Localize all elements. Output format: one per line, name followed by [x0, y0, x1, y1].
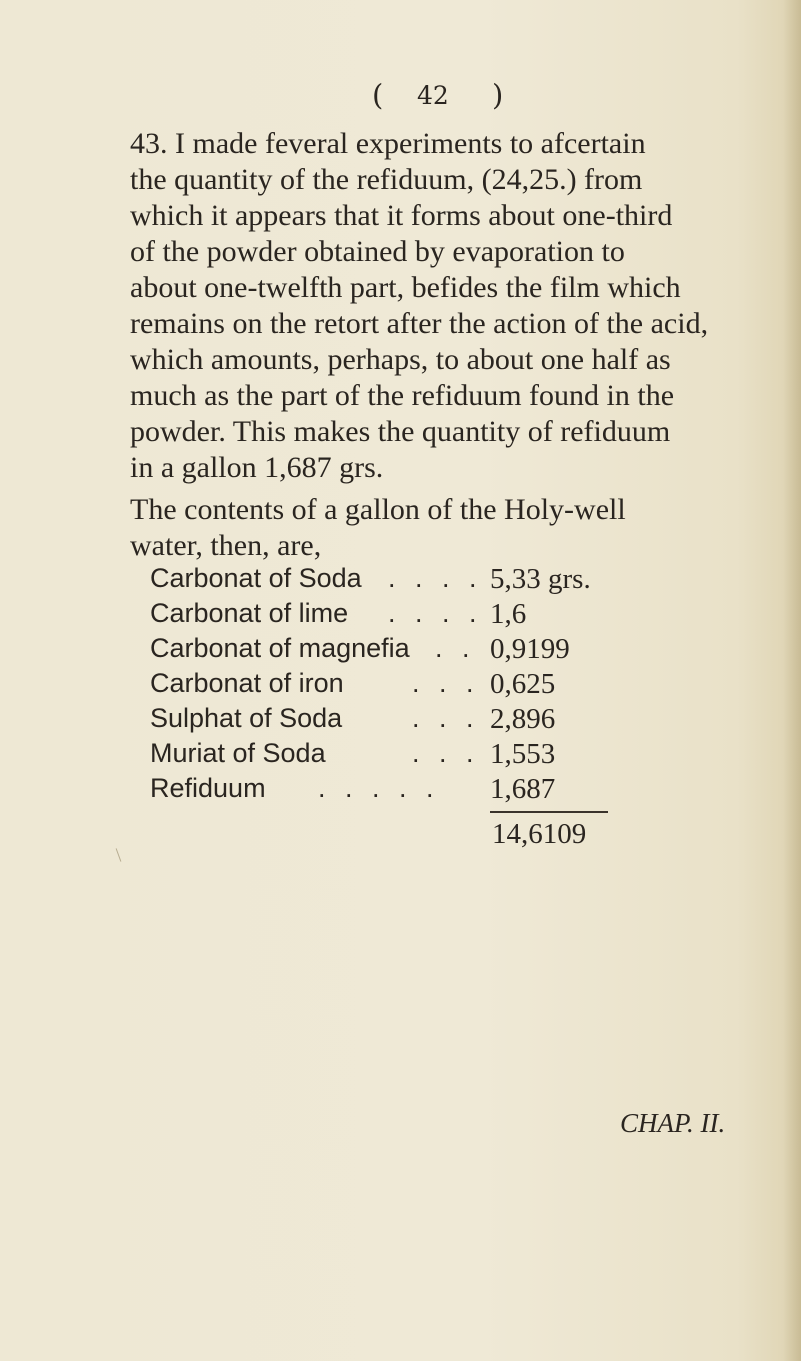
page-header	[0, 78, 801, 122]
row-value: 1,687	[490, 773, 556, 805]
row-name: Carbonat of magnefia	[150, 633, 410, 663]
table-row	[150, 773, 750, 808]
paragraph-line: 43. I made feveral experiments to afcertain	[130, 127, 646, 160]
row-value: 1,553	[490, 738, 556, 770]
contents-intro	[130, 492, 740, 564]
contents-table	[150, 563, 750, 808]
row-dots: . . .	[412, 668, 480, 698]
row-value: 5,33 grs.	[490, 563, 591, 595]
paragraph-43	[130, 126, 740, 486]
row-name: Carbonat of iron	[150, 668, 344, 698]
paragraph-line: powder. This makes the quantity of refiduum	[130, 415, 671, 448]
row-dots: . . .	[412, 703, 480, 733]
paragraph-line: in a gallon 1,687 grs.	[130, 451, 384, 484]
paragraph-line: much as the part of the refiduum found in the	[130, 379, 675, 412]
sum-rule	[490, 811, 608, 813]
row-name: Refiduum	[150, 773, 266, 803]
catchword: CHAP. II.	[620, 1108, 726, 1138]
row-dots: . . . .	[388, 563, 483, 593]
table-row	[150, 563, 750, 598]
row-dots: . . .	[412, 738, 480, 768]
row-name: Sulphat of Soda	[150, 703, 343, 733]
paragraph-line: which it appears that it forms about one-third	[130, 199, 673, 232]
row-value: 1,6	[490, 598, 527, 630]
row-name: Carbonat of lime	[150, 598, 349, 628]
table-total: 14,6109	[492, 818, 587, 850]
paragraph-line: of the powder obtained by evaporation to	[130, 235, 625, 268]
table-row	[150, 668, 750, 703]
paragraph-line: about one-twelfth part, befides the film which	[130, 271, 681, 304]
row-name: Carbonat of Soda	[150, 563, 362, 593]
row-value: 0,9199	[490, 633, 570, 665]
table-row	[150, 703, 750, 738]
row-dots: . . . .	[388, 598, 483, 628]
page-number: 42	[417, 81, 449, 110]
row-value: 0,625	[490, 668, 556, 700]
row-name: Muriat of Soda	[150, 738, 326, 768]
row-dots: . .	[435, 633, 476, 663]
paragraph-line: remains on the retort after the action of the acid,	[130, 307, 709, 340]
paragraph-line: the quantity of the refiduum, (24,25.) from	[130, 163, 643, 196]
header-close-paren: )	[492, 78, 504, 112]
table-row	[150, 598, 750, 633]
header-open-paren: (	[372, 78, 384, 112]
intro-line: The contents of a gallon of the Holy-well	[130, 493, 626, 526]
row-value: 2,896	[490, 703, 556, 735]
row-dots: . . . . .	[318, 773, 440, 803]
paper-speck	[116, 848, 122, 861]
table-row	[150, 633, 750, 668]
page-edge-shadow	[783, 0, 801, 1361]
intro-line: water, then, are,	[130, 529, 322, 562]
paragraph-line: which amounts, perhaps, to about one half as	[130, 343, 671, 376]
table-row	[150, 738, 750, 773]
